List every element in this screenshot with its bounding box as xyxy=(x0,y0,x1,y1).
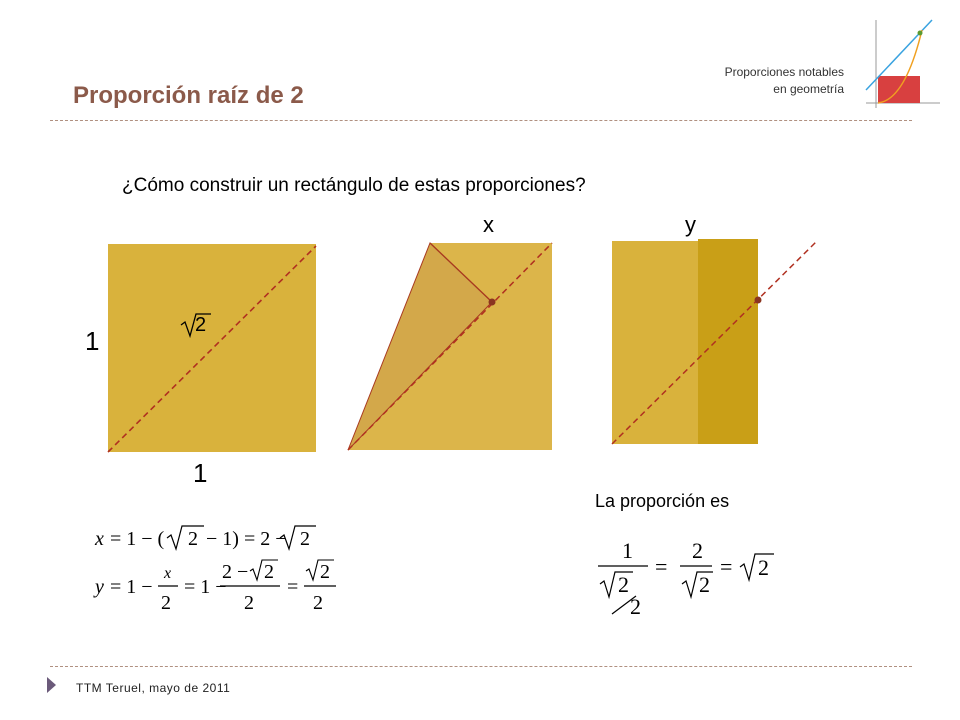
svg-text:2: 2 xyxy=(188,528,198,550)
ratio-equation xyxy=(598,538,774,619)
svg-text:= 1 − (: = 1 − ( xyxy=(110,528,165,550)
svg-text:2: 2 xyxy=(300,528,310,550)
svg-text:=: = xyxy=(287,576,299,598)
page-title: Proporción raíz de 2 xyxy=(73,82,304,109)
svg-text:2: 2 xyxy=(313,592,323,614)
svg-text:x: x xyxy=(164,565,172,582)
svg-text:= 1 −: = 1 − xyxy=(110,576,153,598)
label-x: x xyxy=(483,212,494,237)
svg-text:y: y xyxy=(95,576,104,598)
proportion-text: La proporción es xyxy=(595,491,730,511)
svg-text:1: 1 xyxy=(622,538,633,563)
side-label-left: 1 xyxy=(85,326,100,356)
svg-text:2: 2 xyxy=(244,592,254,614)
svg-text:x: x xyxy=(95,528,104,550)
svg-text:2: 2 xyxy=(692,538,703,563)
subtitle-line-2: en geometría xyxy=(773,82,844,96)
svg-text:2: 2 xyxy=(264,561,274,583)
svg-text:2: 2 xyxy=(630,594,641,619)
x-equation xyxy=(94,526,316,550)
side-label-bottom: 1 xyxy=(193,458,208,488)
footer-bullet-icon xyxy=(47,677,56,693)
svg-text:2: 2 xyxy=(758,555,769,580)
footer-text: TTM Teruel, mayo de 2011 xyxy=(76,681,231,695)
svg-text:=: = xyxy=(720,554,733,579)
svg-text:2: 2 xyxy=(699,572,710,597)
svg-text:=: = xyxy=(655,554,668,579)
svg-text:2: 2 xyxy=(161,592,171,614)
svg-text:2 −: 2 − xyxy=(222,561,249,583)
diag-radicand: 2 xyxy=(195,314,207,336)
footer-divider xyxy=(50,666,912,667)
svg-text:2: 2 xyxy=(618,572,629,597)
y-equation xyxy=(93,560,336,614)
label-y: y xyxy=(685,212,696,237)
svg-text:= 1 −: = 1 − xyxy=(184,576,227,598)
svg-text:2: 2 xyxy=(320,561,330,583)
svg-text:− 1) = 2 −: − 1) = 2 − xyxy=(206,528,287,550)
subtitle-line-1: Proporciones notables xyxy=(724,65,844,79)
question-text: ¿Cómo construir un rectángulo de estas proporciones? xyxy=(122,175,586,196)
